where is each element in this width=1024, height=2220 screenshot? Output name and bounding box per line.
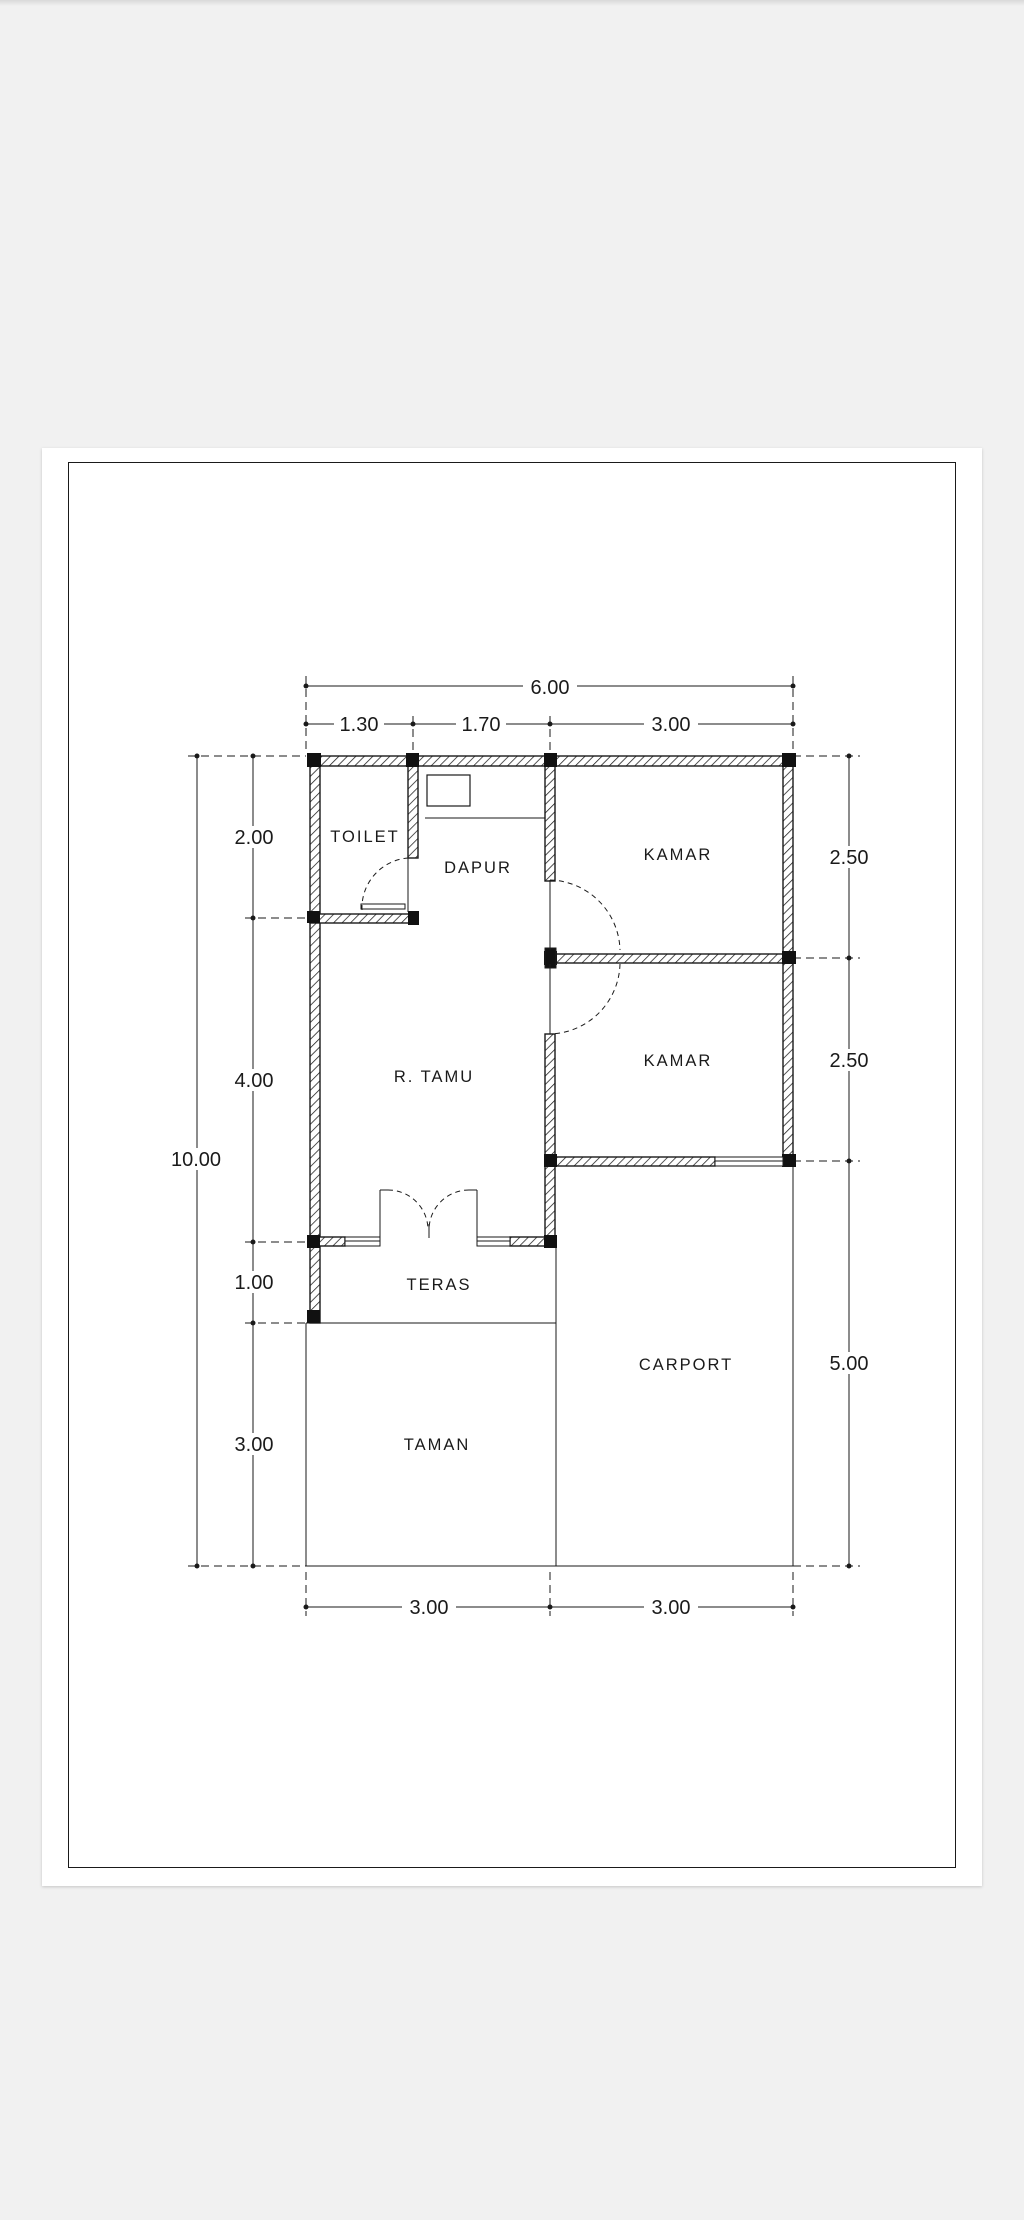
dim-top-segment-2: 1.70 (461, 714, 501, 736)
room-label-kamar-2: KAMAR (643, 1052, 713, 1070)
wall-kamar-south (550, 1157, 715, 1166)
kitchen-sink (427, 775, 470, 806)
door-swing-toilet (362, 858, 408, 910)
door-swing-front-right (429, 1190, 469, 1230)
door-swing-kamar-2 (550, 964, 620, 1034)
room-label-toilet: TOILET (330, 828, 400, 846)
dim-top-segment-3: 3.00 (651, 714, 691, 736)
dim-right-segment-3: 5.00 (829, 1353, 869, 1375)
left-dimension-text-backgrounds (166, 826, 278, 1455)
dim-overall-depth: 10.00 (170, 1149, 222, 1171)
top-dimension-text-backgrounds (334, 674, 698, 734)
wall-between-kamar (550, 954, 793, 963)
dim-left-segment-2: 4.00 (234, 1070, 274, 1092)
room-label-taman: TAMAN (403, 1436, 471, 1454)
dim-left-segment-4: 3.00 (234, 1434, 274, 1456)
dim-top-segment-1: 1.30 (339, 714, 379, 736)
dim-bottom-segment-2: 3.00 (651, 1597, 691, 1619)
wall-dapur-kamar-upper (545, 756, 555, 881)
dim-left-segment-1: 2.00 (234, 827, 274, 849)
dim-overall-width: 6.00 (530, 677, 570, 699)
wall-dapur-kamar-lower (545, 1034, 555, 1242)
dim-right-segment-2: 2.50 (829, 1050, 869, 1072)
dim-bottom-segment-1: 3.00 (409, 1597, 449, 1619)
dim-left-segment-3: 1.00 (234, 1272, 274, 1294)
wall-toilet-east (408, 756, 418, 858)
door-swing-kamar-1 (550, 880, 620, 950)
door-swing-front-left (388, 1190, 428, 1230)
window-toilet-vent (361, 904, 405, 909)
room-label-teras: TERAS (406, 1276, 472, 1294)
room-label-carport: CARPORT (638, 1356, 734, 1374)
dim-right-segment-1: 2.50 (829, 847, 869, 869)
room-label-kamar-1: KAMAR (643, 846, 713, 864)
room-label-dapur: DAPUR (444, 859, 512, 877)
wall-toilet-south (310, 914, 413, 923)
room-label-ruang-tamu: R. TAMU (393, 1068, 475, 1086)
